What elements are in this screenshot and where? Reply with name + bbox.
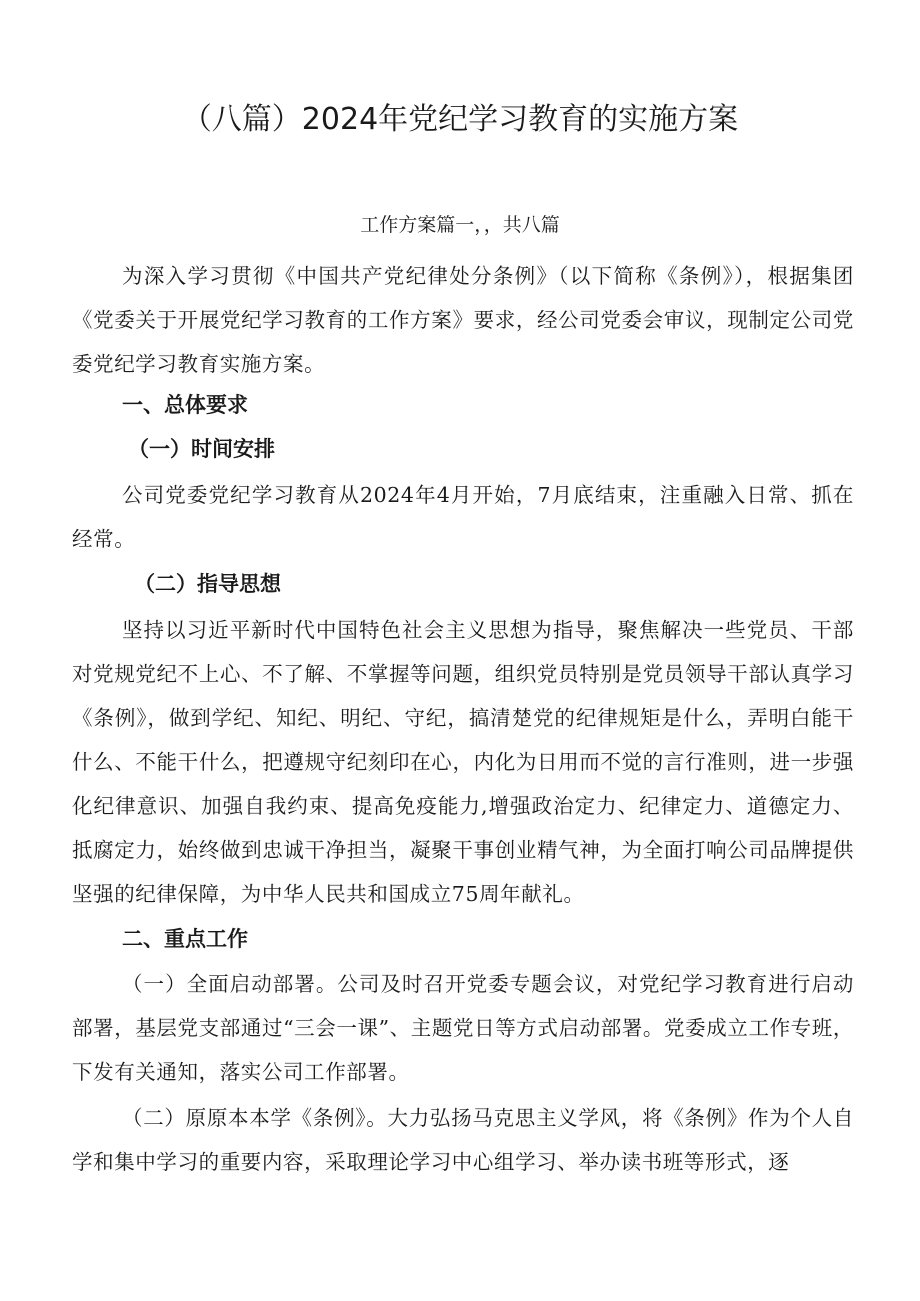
section-1-sub-2-heading: （二）指导思想 (134, 572, 281, 596)
document-title: （八篇）2024年党纪学习教育的实施方案 (181, 102, 739, 137)
intro-paragraph: 为深入学习贯彻《中国共产党纪律处分条例》（以下简称《条例》），根据集团《党委关于开展党纪学习教育的工作方案》要求，经公司党委会审议，现制定公司党委党纪学习教育实施方案。 (72, 264, 854, 376)
key-work-item-1: （一）全面启动部署。公司及时召开党委专题会议，对党纪学习教育进行启动部署，基层党支部通过“三会一课”、主题党日等方式启动部署。党委成立工作专班，下发有关通知，落实公司工作部署。 (72, 972, 854, 1084)
document-subtitle: 工作方案篇一，，共八篇 (360, 214, 560, 236)
key-work-item-2: （二）原原本本学《条例》。大力弘扬马克思主义学风，将《条例》作为个人自学和集中学习的重要内容，采取理论学习中心组学习、举办读书班等形式，逐 (72, 1106, 854, 1174)
guiding-thought-paragraph: 坚持以习近平新时代中国特色社会主义思想为指导，聚焦解决一些党员、干部对党规党纪不上心、不了解、不掌握等问题，组织党员特别是党员领导干部认真学习《条例》，做到学纪、知纪、明纪、守纪，搞清楚党的纪律规矩是什么，弄明白能干什么、不能干什么，把遵规守纪刻印在心，内化为日用而不觉的言行准则，进一步强化纪律意识、加强自我约束、提高免疫能力,增强政治定力、纪律定力、道德定力、抵腐定力，始终做到忠诚干净担当，凝聚干事创业精气神，为全面打响公司品牌提供坚强的纪律保障，为中华人民共和国成立75周年献礼。 (72, 618, 854, 906)
time-arrangement-paragraph: 公司党委党纪学习教育从2024年4月开始，7月底结束，注重融入日常、抓在经常。 (72, 483, 854, 551)
section-1-sub-1-heading: （一）时间安排 (128, 437, 275, 461)
section-2-heading: 二、重点工作 (122, 927, 248, 951)
section-1-heading: 一、总体要求 (122, 393, 248, 417)
